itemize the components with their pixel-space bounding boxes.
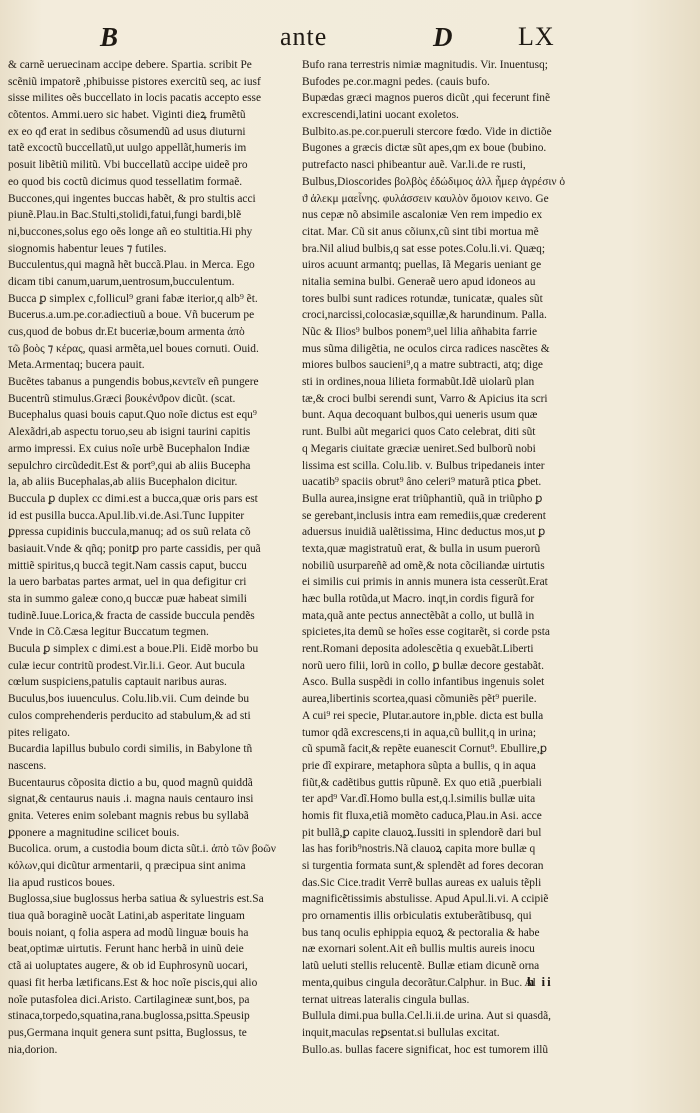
text-line: la, ab aliis Bucephalas,ab aliis Bucephalon dicitur. xyxy=(8,476,238,489)
text-line: excrescendi,latini uocant exoletos. xyxy=(302,109,459,122)
text-line: menta,quibus cingula decorãtur.Calphur. in Buc. Al xyxy=(302,976,536,989)
text-line: Bucephalus quasi bouis caput.Quo noĩe dictus est equ⁹ xyxy=(8,409,257,422)
text-line: beat,optimæ uirtutis. Ferunt hanc herbã in uinũ deie xyxy=(8,943,244,956)
text-line: nascens. xyxy=(8,759,47,772)
text-line: id est pusilla bucca.Apul.lib.vi.de.Asi.Tunc Iuppiter xyxy=(8,509,245,522)
text-line: prie dĩ expirare, metaphora sũpta a bullis, q in aqua xyxy=(302,759,536,772)
signature-mark: h ii xyxy=(527,974,553,989)
text-line: cœlum suspiciens,patulis captauit naribus auras. xyxy=(8,676,227,689)
text-line: Bullula dimi.pua bulla.Cel.li.ii.de urina. Aut si quasdã, xyxy=(302,1010,551,1023)
text-line: Bucentrũ stimulus.Græci βουκένϑρον dicũt. (scat. xyxy=(8,392,236,405)
text-line: bunt. Aqua decoquant bulbos,qui ueneris usum quæ xyxy=(302,409,538,422)
text-line: Bullo.as. bullas facere significat, hoc est tumorem illũ xyxy=(302,1043,549,1056)
text-line: ter apd⁹ Var.dĩ.Homo bulla est,q.l.similis bullæ uita xyxy=(302,793,536,806)
text-line: bouis noiant, q folia aspera ad modũ linguæ bouis ha xyxy=(8,926,249,939)
text-line: tæ,& croci bulbi serendi sunt, Varro & Apicius ita scri xyxy=(302,392,548,405)
text-line: lia apud rusticos boues. xyxy=(8,876,115,889)
text-line: Bupædas græci magnos pueros dicũt ,qui fecerunt finẽ xyxy=(302,92,551,105)
text-line: Bucca ꝑ simplex c,follicul⁹ grani fabæ iterior,q alb⁹ ẽt. xyxy=(8,292,258,305)
text-line: & carnẽ ueruecinam accipe debere. Spartia. scribit Pe xyxy=(8,59,252,71)
text-line: Bugones a græcis dictæ sũt apes,qm ex boue (bubino. xyxy=(302,142,547,155)
text-line: Bufodes pe.cor.magni pedes. (cauis bufo. xyxy=(302,75,490,88)
text-line: fiũt,& cadẽtibus guttis rũpunẽ. Ex quo etiã ,puerbiali xyxy=(302,776,542,789)
text-line: κόλων,qui dicũtur armentarii, q præcipua sint anima xyxy=(8,860,246,872)
text-line: putrefacto nasci phibeantur auẽ. Var.li.de re rusti, xyxy=(302,159,526,172)
text-line: sta in summo galeæ cono,q buccæ puæ habeat simili xyxy=(8,593,247,605)
text-line: magnificẽtissimis abstulisse. Apud Apul.li.vi. A ccipiẽ xyxy=(302,893,549,906)
text-line: Bucula ꝑ simplex c dimi.est a boue.Pli. Eidẽ morbo bu xyxy=(8,643,259,656)
text-line: ꝑpressa cupidinis buccula,manuq; ad os suũ relata cõ xyxy=(8,526,251,539)
text-line: tumor qdã excrescens,ti in aqua,cũ bullit,q in urina; xyxy=(302,726,537,739)
text-line: Bucculentus,qui magnã hẽt buccã.Plau. in Merca. Ego xyxy=(8,259,255,272)
text-line: Bulbito.as.pe.cor.pueruli stercore fœdo. Vide in dictiõe xyxy=(302,125,552,138)
text-line: næ exornari solent.Ait eñ bullis multis aureis inocu xyxy=(302,943,535,956)
text-line: runt. Bulbi aũt megarici quos Cato celebrat, diti sũt xyxy=(302,426,536,439)
text-line: Buglossa,siue buglossus herba satiua & syluestris est.Sa xyxy=(8,893,264,906)
text-line: ctã ai uoluptates augere, & ob id Euphrosynũ uocari, xyxy=(8,960,248,973)
text-line: Bufo rana terrestris nimiæ magnitudis. Vir. Inuentusq; xyxy=(302,59,548,71)
text-line: ꝑponere a magnitudine scilicet bouis. xyxy=(8,826,180,839)
text-line: sepulchro circũdedit.Est & port⁹,qui ab aliis Bucepha xyxy=(8,459,251,472)
text-line: pro ornamentis illis orbiculatis extuberãtibusq, qui xyxy=(302,910,532,923)
text-line: quasi fit herba lætificans.Est & hoc noĩe piscis,qui alio xyxy=(8,976,258,989)
text-line: das.Sic Cice.tradit Verrẽ bullas aureas ex ualuis tẽpli xyxy=(302,876,542,889)
text-line: q Megaris ciuitate græciæ ueniret.Sed bulborũ nobi xyxy=(302,442,536,455)
text-line: culos comprehenderis perducito ad stabulum,& ad sti xyxy=(8,709,251,722)
text-line: ei similis cui primis in annis munera ista cesserũt.Erat xyxy=(302,576,548,589)
text-line: tiua quã boraginẽ uocãt Latini,ab asperitate linguam xyxy=(8,910,245,923)
text-line: bus tanq oculis ephippia equoꝝ & pectoralia & habe xyxy=(302,926,540,939)
text-line: se gerebant,inclusis intra eam remediis,quæ crederent xyxy=(302,509,546,522)
text-line: τῶ βοὸς ⁊ κέρας, quasi armẽta,uel boues cornuti. Ouid. xyxy=(8,342,259,355)
text-line: Bulla aurea,insigne erat triũphantiũ, quã in triũpho ꝑ xyxy=(302,492,543,505)
text-line: norũ uero filii, lorũ in collo, ꝑ bullæ decore gestabãt. xyxy=(302,659,544,672)
text-line: Alexãdri,ab aspectu toruo,seu ab isigni taurini capitis xyxy=(8,426,251,439)
text-line: aurea,libertinis scortea,quasi cõmuniẽs pẽt⁹ puerile. xyxy=(302,693,537,706)
text-line: ternat uitreas lateralis cingula bullas. xyxy=(302,993,470,1006)
text-line: latũ ueluti stellis relucentẽ. Bullæ etiam dicunẽ orna xyxy=(302,960,540,973)
text-line: gnita. Veteres enim solebant magnis rebus bu syllabã xyxy=(8,809,249,822)
text-line: cõtentos. Ammi.uero sic habet. Viginti dieꝝ frumẽtũ xyxy=(8,109,246,122)
text-line: A cui⁹ rei specie, Plutar.autore in,pble. dicta est bulla xyxy=(302,709,544,722)
text-line: uiros acuunt armantq; puellas, Iã Megaris ueniant ge xyxy=(302,259,542,272)
text-line: scẽniũ impatorẽ ,phibuisse pistores exercitũ seq, ac iusf xyxy=(8,75,261,88)
text-line: miores bulbos saucieni⁹,q a matre subtracti, atq; dige xyxy=(302,359,543,372)
text-line: bra.Nil aliud bulbis,q sat esse potes.Colu.li.vi. Quæq; xyxy=(302,242,545,255)
text-line: Nũc & Ilios⁹ bulbos ponem⁹,uel lilia añhabita farrie xyxy=(302,326,538,338)
text-line: nitalia semina bulbi. Generaẽ uero apud idoneos au xyxy=(302,275,536,288)
text-line: piunẽ.Plau.in Bac.Stulti,stolidi,fatui,fungi bardi,blẽ xyxy=(8,209,242,222)
text-line: cus,quod de bobus dr.Et buceriæ,boum armenta ἀπὸ xyxy=(8,326,245,338)
text-line: nus cepæ nõ absimile ascaloniæ Ven rem impedio ex xyxy=(302,209,543,222)
running-head-letter-left: B xyxy=(100,22,120,52)
text-line: homis fit fluxa,etiã momẽto caduca,Plau.in Asi. acce xyxy=(302,809,542,822)
text-line: cũ spumã facit,& repẽte euanescit Cornut⁹. Ebullire,ꝑ xyxy=(302,743,547,756)
text-line: sti in ordines,noua lilieta formabũt.Idẽ uiolarũ plan xyxy=(302,376,535,389)
text-line: noĩe putasfolea dici.Aristo. Cartilagineæ sunt,bos, pa xyxy=(8,993,250,1006)
text-line: inquit,maculas reꝑsentat.si bullulas excitat. xyxy=(302,1026,500,1039)
text-line: nia,dorion. xyxy=(8,1043,58,1056)
text-line: Bucolica. orum, a custodia boum dicta sũt.i. ἀπὸ τῶν βοῶν xyxy=(8,843,276,856)
text-line: las has forib⁹nostris.Nã clauoꝝ capita more bullæ q xyxy=(302,843,536,856)
text-line: Vnde in Cõ.Cæsa legitur Buccatum tegmen. xyxy=(8,626,209,639)
running-head-letter-right: D xyxy=(433,22,454,52)
text-line: Bucẽtes tabanus a pungendis bobus,κεντεῖν eñ pungere xyxy=(8,376,259,389)
text-line: basiauit.Vnde & qñq; ponitꝑ pro parte cassidis, per quã xyxy=(8,542,261,555)
text-line: eo quod bis coctũ dicimus quod tessellatim formaẽ. xyxy=(8,175,243,188)
text-line: Bucentaurus cõposita dictio a bu, quod magnũ quiddã xyxy=(8,776,253,789)
text-line: texta,quæ magistratuũ erat, & bulla in usum puerorũ xyxy=(302,542,541,555)
text-line: siognomis habentur leues ⁊ futiles. xyxy=(8,242,167,255)
text-line: stinaca,torpedo,squatina,rana.buglossa,psitta.Speusip xyxy=(8,1010,250,1023)
text-line: spicietes,ita demũ se hoĩes esse cogitarẽt, si corde psta xyxy=(302,626,550,639)
text-line: la uero barbatas partes armat, uel in qua defigitur cri xyxy=(8,576,247,589)
text-line: aduersus inuidiã ualẽtissima, Hinc deductus mos,ut ꝑ xyxy=(302,526,546,539)
text-line: sisse milites oẽs buccellato in locis pacatis accepto esse xyxy=(8,92,262,105)
text-line: pus,Germana inquit genera sunt psitta, Buglossus, te xyxy=(8,1026,247,1039)
text-line: pites religato. xyxy=(8,726,70,739)
text-line: mata,quã ante pectus annectẽbãt a collo, ut bullã in xyxy=(302,609,535,622)
text-line: dicam tibi canum,uarum,uentrosum,bucculentum. xyxy=(8,275,235,288)
right-text-column xyxy=(302,57,592,1058)
text-line: croci,narcissi,colocasiæ,squillæ,& harundinum. Palla. xyxy=(302,309,547,322)
text-line: Bucardia lapillus bubulo cordi similis, in Babylone tñ xyxy=(8,743,253,756)
text-line: tatẽ excoctũ buccellatũ,ut uulgo appellãt,humeris im xyxy=(8,142,247,155)
text-line: citat. Mar. Cũ sit anus cõiunx,cũ sint tibi mortua mẽ xyxy=(302,225,539,238)
text-line: Buccula ꝑ duplex cc dimi.est a bucca,quæ oris pars est xyxy=(8,492,258,505)
text-line: Buculus,bos iuuenculus. Colu.lib.vii. Cum deinde bu xyxy=(8,693,250,706)
text-line: tores bulbi sunt radices rotundæ, tunicatæ, quales sũt xyxy=(302,292,543,305)
text-line: ex eo qđ erat in sedibus cõsumendũ ad usus diuturni xyxy=(8,125,246,138)
left-text-column xyxy=(8,57,290,1058)
text-line: uacatib⁹ spaciis obrut⁹ âno celeri⁹ maturã ptica ꝑbet. xyxy=(302,476,542,489)
text-line: pit bullã,ꝑ capite clauoꝝ.Iussiti in splendorẽ dari bul xyxy=(302,826,542,839)
text-line: lissima est scilla. Colu.lib. v. Bulbus tripedaneis inter xyxy=(302,459,545,472)
text-line: ϑ ἀλεκμ μαεἶνης. φυλάσσειν καυλὸν ὅμοιον κεινο. Ge xyxy=(302,192,549,205)
text-line: signat,& centaurus nauis .i. magna nauis centauro insi xyxy=(8,793,254,806)
folio-number: LX xyxy=(518,22,555,51)
text-line: Bucerus.a.um.pe.cor.adiectiuũ a boue. Vñ bucerum pe xyxy=(8,309,255,322)
text-line: culæ iecur contritũ prodest.Vir.li.i. Geor. Aut bucula xyxy=(8,659,245,672)
text-line: ni,buccones,solus ego oẽs longe añ eo stultitia.Hi phy xyxy=(8,225,253,238)
text-line: hæc bulla rotũda,ut Macro. inqt,in cordis figurã for xyxy=(302,593,535,605)
text-line: rent.Romani deposita adolescẽtia q exuebãt.Liberti xyxy=(302,643,534,656)
text-line: nobiliũ usurpareñẽ ad omẽ,& nota cõciliandæ uirtutis xyxy=(302,559,545,572)
text-line: tudinẽ.Iuue.Lorica,& fracta de casside buccula pendẽs xyxy=(8,609,255,622)
text-line: Asco. Bulla suspẽdi in collo infantibus ingenuis solet xyxy=(302,676,545,689)
text-line: Meta.Armentaq; bucera pauit. xyxy=(8,359,145,372)
text-line: Buccones,qui ingentes buccas habẽt, & pro stultis acci xyxy=(8,192,256,205)
text-line: mus sũma diligẽtia, ne oculos circa radices nascẽtes & xyxy=(302,342,550,355)
text-line: armo impressi. Ex cuius noĩe urbẽ Bucephalon Indiæ xyxy=(8,442,250,455)
text-line: mittiẽ spiritus,q buccã tegit.Nam cassis caput, buccu xyxy=(8,559,247,572)
running-head-title: ante xyxy=(280,22,328,51)
text-line: posuit libẽtiũ militũ. Vbi buccellatũ accipe uideẽ pro xyxy=(8,159,248,172)
text-line: Bulbus,Dioscorides βολβὸς ἐδώδιμος ἀλλ ἦμερ ἀγρέσιν ὁ xyxy=(302,175,566,188)
text-line: si turgentia formata sunt,& splendẽt ad fores decoran xyxy=(302,860,544,872)
